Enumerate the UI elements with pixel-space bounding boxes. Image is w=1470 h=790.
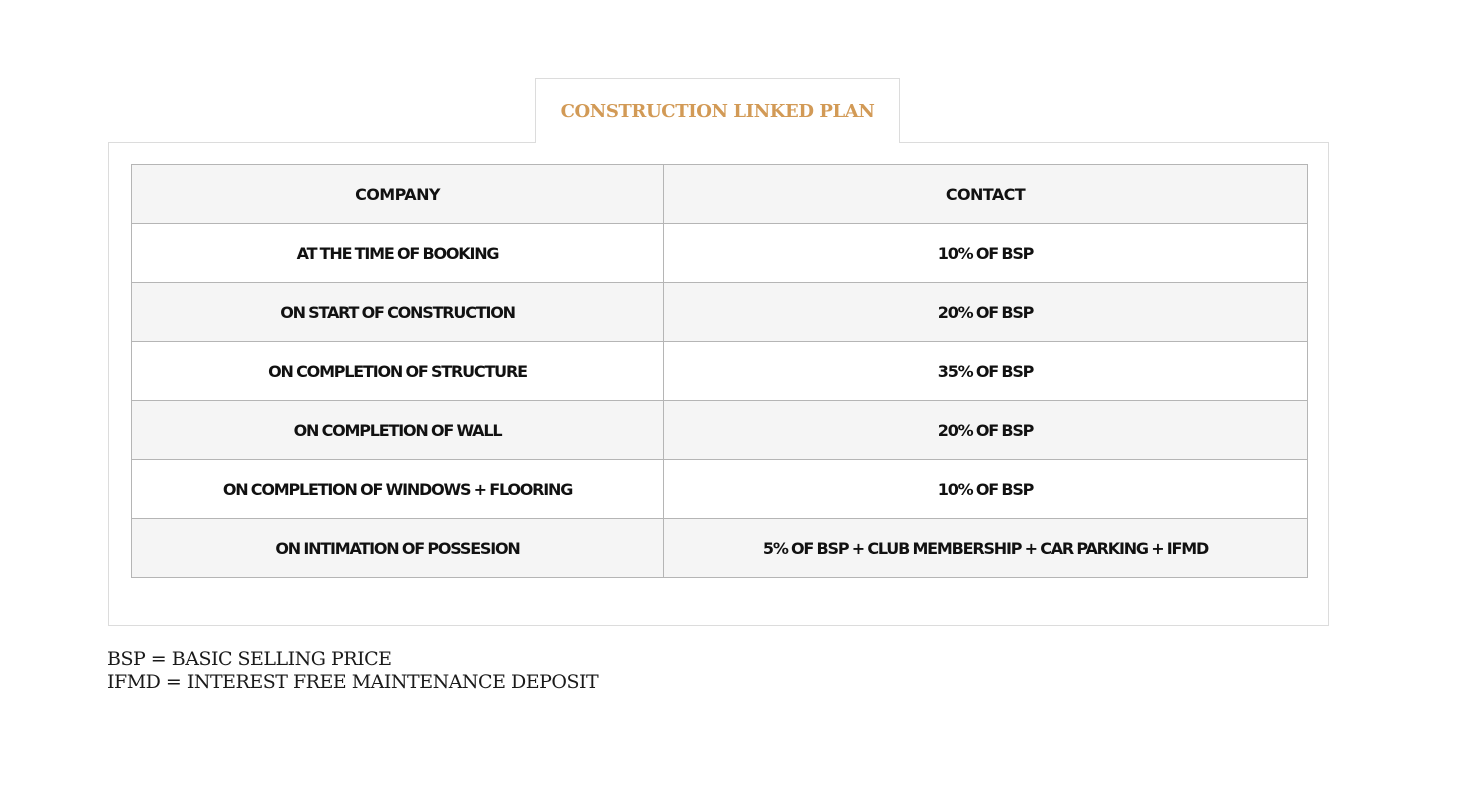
- payment-cell: 10% OF BSP: [664, 460, 1308, 519]
- footnote-ifmd: IFMD = INTEREST FREE MAINTENANCE DEPOSIT: [107, 671, 599, 693]
- stage-cell: ON COMPLETION OF WALL: [132, 401, 664, 460]
- footnotes: [107, 648, 598, 694]
- plan-panel: [108, 142, 1329, 626]
- payment-cell: 10% OF BSP: [664, 224, 1308, 283]
- tab-title: CONSTRUCTION LINKED PLAN: [560, 100, 875, 122]
- plan-tab[interactable]: [535, 78, 900, 143]
- table-row: [132, 224, 1308, 283]
- column-header-contact: CONTACT: [664, 165, 1308, 224]
- stage-cell: ON INTIMATION OF POSSESION: [132, 519, 664, 578]
- payment-cell: 20% OF BSP: [664, 283, 1308, 342]
- payment-cell: 5% OF BSP + CLUB MEMBERSHIP + CAR PARKING + IFMD: [664, 519, 1308, 578]
- payment-cell: 20% OF BSP: [664, 401, 1308, 460]
- payment-cell: 35% OF BSP: [664, 342, 1308, 401]
- table-row: [132, 460, 1308, 519]
- table-row: [132, 342, 1308, 401]
- footnote-bsp: BSP = BASIC SELLING PRICE: [107, 648, 392, 670]
- stage-cell: ON START OF CONSTRUCTION: [132, 283, 664, 342]
- table-row: [132, 519, 1308, 578]
- payment-plan-table: [131, 164, 1308, 578]
- stage-cell: ON COMPLETION OF WINDOWS + FLOORING: [132, 460, 664, 519]
- column-header-company: COMPANY: [132, 165, 664, 224]
- table-row: [132, 283, 1308, 342]
- table-row: [132, 401, 1308, 460]
- stage-cell: ON COMPLETION OF STRUCTURE: [132, 342, 664, 401]
- table-header-row: [132, 165, 1308, 224]
- stage-cell: AT THE TIME OF BOOKING: [132, 224, 664, 283]
